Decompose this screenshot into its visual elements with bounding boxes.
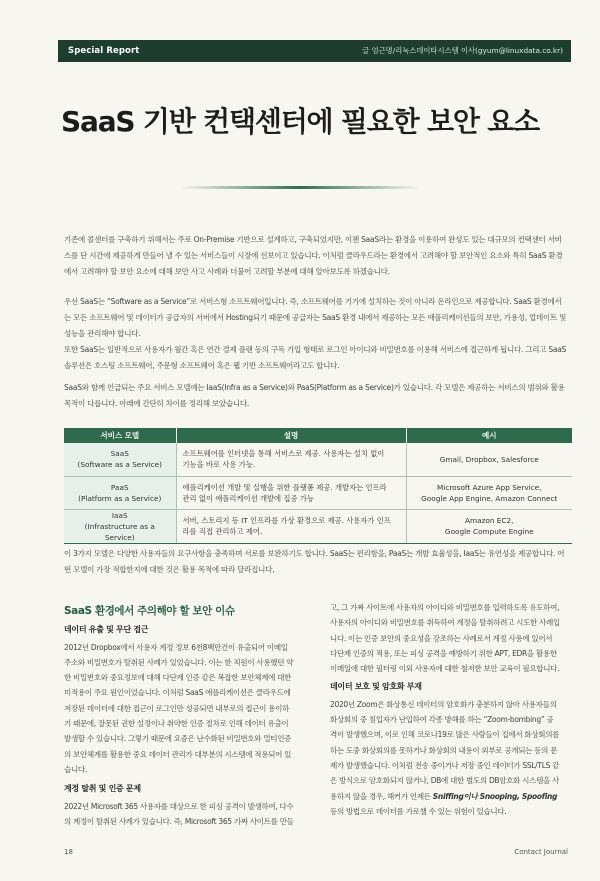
table-row <box>64 476 572 509</box>
model-name: PaaS <box>110 482 129 492</box>
example-line: Amazon EC2, <box>465 516 514 525</box>
emphasis-text: Sniffing이나 Snooping, Spoofing <box>432 791 558 801</box>
table-header-row <box>64 428 572 443</box>
model-name: IaaS <box>111 510 128 520</box>
model-name: SaaS <box>110 449 129 459</box>
description-line: 관리 없이 애플리케이션 개발에 집중 가능 <box>182 493 314 503</box>
model-fullname: (Software as a Service) <box>77 460 163 470</box>
table-cell-example <box>406 476 572 509</box>
table-cell-description <box>176 443 406 476</box>
description-line: 서버, 스토리지 등 IT 인프라를 가상 환경으로 제공. 사용자가 인프 <box>182 516 391 525</box>
article-title: SaaS 기반 컨택센터에 필요한 보안 요소 <box>61 105 539 138</box>
table-cell-description <box>176 509 406 543</box>
left-column <box>64 604 294 829</box>
right-column <box>330 600 560 819</box>
description-line: 라를 직접 관리하고 제어. <box>182 527 263 536</box>
description-line: 애플리케이션 개발 및 실행을 위한 플랫폼 제공. 개발자는 인프라 <box>182 482 387 492</box>
page-number: 18 <box>64 848 73 856</box>
table-cell-model <box>64 509 176 543</box>
service-model-table <box>64 428 572 544</box>
example-line: Google App Engine, Amazon Connect <box>421 493 558 503</box>
intro-paragraph-4: SaaS와 함께 언급되는 주요 서비스 모델에는 IaaS(Infra as a Service)와 PaaS(Platform as a Service)가 있습니다. 각 모델은 제공하는 서비스의 범위와 활용 목적이 다릅니다. 아래에 간단히 차이를 정리해 보았습니다. <box>64 383 565 408</box>
table-row <box>64 509 572 543</box>
intro-paragraph-3: 또한 SaaS는 일반적으로 사용자가 월간 혹은 연간 결제 플랜 등의 구독 가입 형태로 로그인 아이디와 비밀번호를 이용해 서비스에 접근하게 됩니다. 그리고 SaaS 솔루션은 호스팅 소프트웨어, 주문형 소프트웨어 혹은 웹 기반 소프트웨어라고도 합니다. <box>64 345 567 370</box>
post-table-paragraph: 이 3가지 모델은 다양한 사용자들의 요구사항을 충족하며 서로를 보완하기도 합니다. SaaS는 편리함을, PaaS는 개발 효율성을, IaaS는 유연성을 제공합니다. 어떤 모델이 가장 적합한지에 대한 것은 활용 목적에 따라 달라집니다. <box>64 549 565 574</box>
table-header-example: 예시 <box>406 428 572 443</box>
section-heading: SaaS 환경에서 주의해야 할 보안 이슈 <box>64 605 235 617</box>
description-line: 기능을 바로 사용 가능. <box>182 460 256 470</box>
table-cell-model <box>64 443 176 476</box>
table-cell-example <box>406 443 572 476</box>
publication-name: Contact Journal <box>514 848 568 856</box>
section-label: Special Report <box>68 46 140 56</box>
body-text: 등의 방법으로 데이터를 가로챌 수 있는 위험이 있습니다. <box>330 806 507 816</box>
subheading-account-takeover: 계정 탈취 및 인증 문제 <box>64 784 141 794</box>
body-paragraph: 고, 그 가짜 사이트에 사용자의 아이디와 비밀번호를 입력하도록 유도하여, 사용자의 아이디와 비밀번호를 취득하여 계정을 탈취하려고 시도한 사례입니다. 이는 인증 보안의 중요성을 강조하는 사례로서 계정 사용에 있어서 다단계 인증의 적용, 또는 피싱 공격을 예방하기 위한 APT, EDR을 활용한 이메일에 대한 필터링 이외 사용자에 대한 철저한 보안 교육이 필요합니다. <box>330 603 560 674</box>
table-cell-example <box>406 509 572 543</box>
intro-paragraph-2: 우선 SaaS는 “Software as a Service”로 서비스형 소프트웨어입니다. 즉, 소프트웨어를 기기에 설치하는 것이 아니라 온라인으로 제공합니다. SaaS 환경에서는 모든 소프트웨어 및 데이터가 공급자의 서버에서 Hosting되기 때문에 공급자는 SaaS 환경 내에서 제공하는 모든 애플리케이션들의 보안, 가용성, 업데이트 및 성능을 관리해야 합니다. <box>64 297 567 338</box>
body-text: 2020년 Zoom은 화상통신 데이터의 암호화가 충분하지 않아 사용자들의 화상회의 중 침입자가 난입하여 각종 방해를 하는 “Zoom-bombing” 공격이 발생했으며, 이로 인해 코로나19로 많은 사람들이 집에서 화상회의를 하는 도중 화상회의를 못하거나 화상회의 내용이 외부로 공개되는 등의 문제가 발생했습니다. 이처럼 전송 중이거나 저장 중인 데이터가 SSL/TLS 같은 방식으로 암호화되지 않거나, DB에 대한 별도의 DB암호화 시스템을 사용하지 않을 경우, 해커가 언제든 <box>330 699 560 801</box>
model-fullname: (Infrastructure as a Service) <box>84 521 155 542</box>
header-bar <box>58 40 571 62</box>
body-paragraph: 2012년 Dropbox에서 사용자 계정 정보 6천8백만건이 유출되어 이메일 주소와 비밀번호가 탈취된 사례가 있었습니다. 이는 한 직원이 사용했던 약한 비밀번호와 중요정보에 대해 다단계 인증 같은 복잡한 보안체계에 대한 미적용이 주요 원인이었습니다. 이처럼 SaaS 애플리케이션은 클라우드에 저장된 데이터에 대한 접근이 로그인만 성공되면 내부로의 접근이 용이하기 때문에, 잘못된 권한 설정이나 취약한 인증 절차로 인해 데이터 유출이 발생할 수 있습니다. 그렇기 때문에 요즘은 난수화된 비밀번호와 멀티인증의 보안체계를 활용한 중요 데이터 관리가 대부분의 시스템에 적용되어 있습니다. <box>64 642 294 774</box>
table-header-model: 서비스 모델 <box>64 428 176 443</box>
byline: 글 엄근명/리눅스데이타시스템 이사(gyum@linuxdata.co.kr) <box>362 46 563 55</box>
table-cell-model <box>64 476 176 509</box>
example-line: Microsoft Azure App Service, <box>437 482 542 492</box>
subheading-encryption: 데이터 보호 및 암호화 부재 <box>330 682 422 692</box>
example-line: Google Compute Engine <box>444 527 534 536</box>
table-row <box>64 443 572 476</box>
body-paragraph <box>330 697 560 819</box>
subheading-data-leak: 데이터 유출 및 무단 접근 <box>64 625 149 635</box>
model-fullname: (Platform as a Service) <box>78 493 162 503</box>
example-line: Gmail, Dropbox, Salesforce <box>439 454 539 464</box>
title-divider <box>180 186 420 189</box>
intro-paragraph-1: 기존에 콜센터를 구축하기 위해서는 주로 On-Premise 기반으로 설계하고, 구축되었지만, 이젠 SaaS라는 환경을 이용하여 완성도 있는 대규모의 컨택센터 서비스를 단 시간에 제공하게 만들어 낼 수 있는 서비스들이 시장에 선보이고 있습니다. 이처럼 클라우드라는 환경에서 고려해야 할 보안적인 요소와 특히 SaaS 환경에서 고려해야 할 보안 요소에 대해 보안 사고 사례와 더불어 고려할 부분에 대해 알아보도록 하겠습니다. <box>64 235 563 276</box>
table-header-description: 설명 <box>176 428 406 443</box>
table-cell-description <box>176 476 406 509</box>
body-paragraph: 2022년 Microsoft 365 사용자를 대상으로 한 피싱 공격이 발생하여, 다수의 계정이 탈취된 사례가 있습니다. 즉, Microsoft 365 가짜 사이트를 만들 <box>64 801 294 826</box>
description-line: 소프트웨어를 인터넷을 통해 서비스로 제공. 사용자는 설치 없이 <box>182 449 385 459</box>
